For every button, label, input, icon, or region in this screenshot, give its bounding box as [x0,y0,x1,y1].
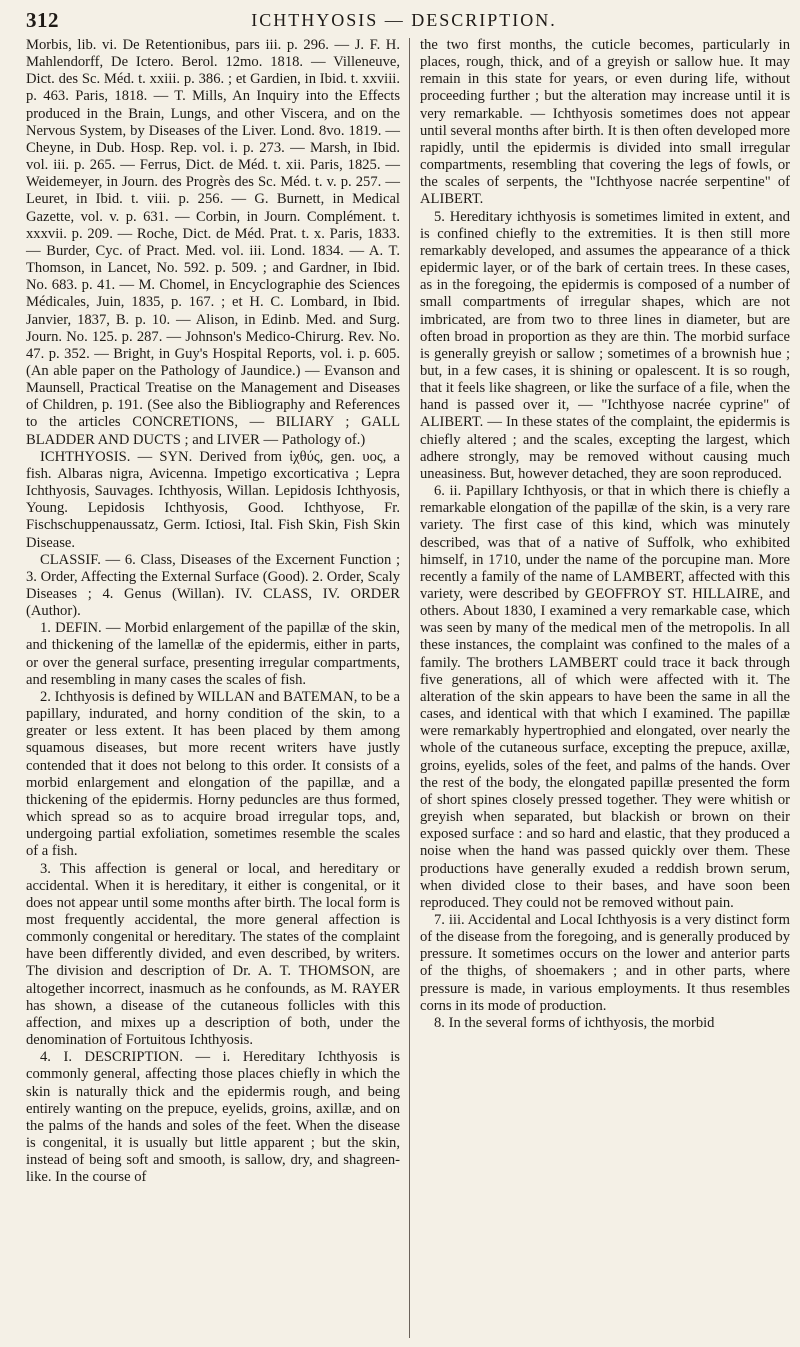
running-title: ICHTHYOSIS — DESCRIPTION. [251,10,557,30]
paragraph-4: 4. I. DESCRIPTION. — i. Hereditary Ichthyosis is commonly general, affecting those places chiefly in which the skin is naturally thick and the epidermis rough, and being entirely wanting on the prepuce, eyelids, groins, axillæ, and on the palms of the hands and soles of the feet. When the disease is congenital, it is usually but little apparent ; but the skin, instead of being soft and smooth, is sallow, dry, and shagreen-like. In the course of [26,1049,400,1186]
definition-paragraph: 1. DEFIN. — Morbid enlargement of the papillæ of the skin, and thickening of the lamellæ of the epidermis, either in parts, or over the general surface, presenting irregular compartments, and resembling in many cases the scales of fish. [26,620,400,688]
paragraph-4-continued: the two first months, the cuticle becomes, particularly in places, rough, thick, and of a greyish or sallow hue. It may remain in this state for years, or even during life, without proceeding further ; but the alteration may increase until it is very remarkable. — Ichthyosis sometimes does not appear until several months after birth. It is then often developed more rapidly, until the epidermis is divided into small irregular compartments, resembling that covering the legs of fowls, or the scales of serpents, the "Ichthyose nacrée serpentine" of ALIBERT. [420,37,790,208]
page-header [26,8,782,34]
left-column [26,37,400,1186]
paragraph-3: 3. This affection is general or local, and hereditary or accidental. When it is hereditary, it either is congenital, or it does not appear until some months after birth. The local form is most frequently accidental, the more general affection is commonly congenital or hereditary. The states of the complaint have been differently divided, and even described, by writers. The division and description of Dr. A. T. THOMSON, are altogether incorrect, inasmuch as he confounds, as M. RAYER has shown, a disease of the cutaneous follicles with this affection, and mixes up a description of both, under the denomination of Fortuitous Ichthyosis. [26,860,400,1049]
paragraph-7: 7. iii. Accidental and Local Ichthyosis is a very distinct form of the disease from the foregoing, and is generally produced by pressure. It sometimes occurs on the lower and anterior parts of the thighs, of shoemakers ; and in other parts, where pressure is made, in various employments. It thus resembles corns in its mode of production. [420,911,790,1014]
classification-paragraph: CLASSIF. — 6. Class, Diseases of the Excernent Function ; 3. Order, Affecting the External Surface (Good). 2. Order, Scaly Diseases ; 4. Genus (Willan). IV. CLASS, IV. ORDER (Author). [26,551,400,620]
right-column [420,37,790,1032]
references-paragraph: Morbis, lib. vi. De Retentionibus, pars iii. p. 296. — J. F. H. Mahlendorff, De Ictero. Berol. 12mo. 1818. — Villeneuve, Dict. des Sc. Méd. t. xxiii. p. 386. ; et Gardien, in Ibid. t. xxviii. p. 463. Paris, 1818. — T. Mills, An Inquiry into the Effects produced in the Brain, Lungs, and other Viscera, and on the Nervous System, by Diseases of the Liver. Lond. 8vo. 1819. — Cheyne, in Dub. Hosp. Rep. vol. i. p. 273. — Marsh, in Ibid. vol. iii. p. 265. — Ferrus, Dict. de Méd. t. xii. Paris, 1825. — Weidemeyer, in Journ. des Progrès des Sc. Méd. t. v. p. 257. — Leuret, in Ibid. t. viii. p. 256. — G. Burnett, in Medical Gazette, vol. v. p. 631. — Corbin, in Journ. Complément. t. xxxvii. p. 209. — Roche, Dict. de Méd. Prat. t. x. Paris, 1833. — Burder, Cyc. of Pract. Med. vol. iii. Lond. 1834. — A. T. Thomson, in Lancet, No. 592. p. 509. ; and Gardner, in Ibid. No. 683. p. 41. — M. Chomel, in Encyclographie des Sciences Médicales, Juin, 1835, p. 167. ; et H. C. Lombard, in Ibid. Janvier, 1837, B. p. 10. — Alison, in Edinb. Med. and Surg. Journ. No. 125. p. 287. — Johnson's Medico-Chirurg. Rev. No. 47. p. 352. — Bright, in Guy's Hospital Reports, vol. i. p. 605. (An able paper on the Pathology of Jaundice.) — Evanson and Maunsell, Practical Treatise on the Management and Diseases of Children, p. 191. (See also the Bibliography and References to the articles CONCRETIONS, — BILIARY ; GALL BLADDER AND DUCTS ; and LIVER — Pathology of.) [26,37,400,448]
paragraph-5: 5. Hereditary ichthyosis is sometimes limited in extent, and is confined chiefly to the extremities. It is then still more remarkably developed, and assumes the appearance of a thick epidermic layer, or of the bark of certain trees. In these cases, as in the foregoing, the epidermis is composed of a number of small compartments of irregular shapes, which are not imbricated, are from two to three lines in diameter, but are often broad in proportion as they are thin. The morbid surface is generally greyish or sallow ; sometimes of a brownish hue ; but, in a few cases, it is shining or opalescent. It is so rough, that it feels like shagreen, or like the surface of a file, when the hand is passed over it, — "Ichthyose nacrée cyprine" of ALIBERT. — In these states of the complaint, the epidermis is chiefly altered ; and the scales, excepting the largest, which adhere strongly, may be removed without causing much uneasiness. But, however detached, they are soon reproduced. [420,208,790,482]
entry-heading-paragraph: ICHTHYOSIS. — SYN. Derived from ἰχθύς, gen. υος, a fish. Albaras nigra, Avicenna. Impetigo excorticativa ; Lepra Ichthyosis, Sauvages. Ichthyosis, Willan. Lepidosis Ichthyosis, Young. Lepidosis Ichthyosis, Good. Ichthyose, Fr. Fischschuppenaussatz, Germ. Ictiosi, Ital. Fish Skin, Fish Skin Disease. [26,448,400,551]
paragraph-2: 2. Ichthyosis is defined by WILLAN and BATEMAN, to be a papillary, indurated, and horny condition of the skin, to a greater or less extent. It has been placed by them among squamous diseases, but more recent writers have justly contended that it does not belong to this order. It consists of a morbid enlargement and elongation of the papillæ, and a thickening of the epidermis. Horny peduncles are thus formed, which spread so as to acquire broad irregular tops, and, undergoing partial exfoliation, sometimes resemble the scales of a fish. [26,688,400,860]
paragraph-6: 6. ii. Papillary Ichthyosis, or that in which there is chiefly a remarkable elongation of the papillæ of the skin, is a very rare variety. The first case of this kind, which was minutely described, was that of a native of Suffolk, who exhibited himself, in 1710, under the name of the porcupine man. More recently a family of the name of LAMBERT, affected with this variety, were described by GEOFFROY ST. HILLAIRE, and others. About 1830, I examined a very remarkable case, which was seen by many of the medical men of the metropolis. In all these instances, the complaint was confined to the males of a family. The brothers LAMBERT could trace it back through five generations, all of which were affected with it. The alteration of the skin appears to have been the same in all the cases, and identical with that which I examined. The papillæ were remarkably hypertrophied and elongated, over nearly the whole of the cutaneous surface, excepting the prepuce, axillæ, groins, eyelids, soles of the feet, and palms of the hands. Over the rest of the body, the elongated papillæ presented the form of short spines closely pressed together. They were whitish or greyish when separated, but blackish or brown on their exposed surface : and so hard and elastic, that they produced a noise when the hand was passed quickly over them. These productions have generally exuded a reddish brown serum, when divided close to their bases, and have soon been reproduced. They could not be removed without pain. [420,483,790,911]
column-divider [409,38,410,1338]
paragraph-8: 8. In the several forms of ichthyosis, the morbid [434,1014,715,1031]
page-number: 312 [26,8,59,32]
